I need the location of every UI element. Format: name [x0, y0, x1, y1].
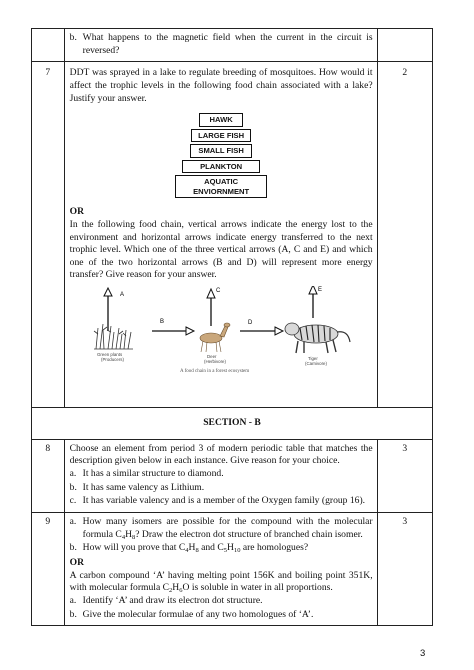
sub-question: [70, 595, 373, 608]
sub-question: [70, 482, 373, 495]
subscript: 10: [233, 547, 241, 555]
organism-name-tiger: Tiger: [307, 356, 318, 362]
question-table: [31, 28, 433, 626]
sub-question-label: b.: [69, 542, 77, 554]
pyramid-level-hawk: HAWK: [199, 113, 243, 126]
marks: 2: [377, 62, 432, 408]
sub-question-text: Give the molecular formulae of any two homologues of ‘A’.: [82, 608, 314, 620]
food-chain-illustration: [70, 286, 370, 404]
sub-question-label: b.: [69, 608, 77, 620]
pyramid-level-plankton: PLANKTON: [182, 160, 260, 173]
text-fragment: How will you prove that C: [82, 542, 186, 554]
sub-question-text: Identify ‘A’ and draw its electron dot structure.: [82, 595, 263, 606]
text-fragment: H: [188, 542, 196, 554]
food-chain-diagram: [70, 286, 370, 404]
subscript: 4: [121, 533, 126, 541]
text-fragment: H: [125, 528, 133, 540]
text-fragment: H: [172, 582, 180, 594]
tiger-icon: [285, 323, 350, 353]
or-label: OR: [69, 557, 85, 569]
arrow-label-e: E: [317, 287, 322, 294]
text-fragment: and C: [198, 542, 224, 554]
section-row: [32, 408, 433, 440]
sub-question-label: a.: [69, 516, 77, 528]
subscript: 8: [132, 533, 136, 541]
table-row: [32, 29, 433, 62]
marks: 3: [377, 439, 432, 512]
sub-question: [70, 542, 373, 555]
deer-icon: [200, 323, 230, 352]
marks: 3: [377, 513, 432, 626]
sub-question-label: b.: [69, 481, 77, 493]
marks-cell: [377, 29, 432, 62]
organism-name-deer: Deer: [206, 354, 217, 360]
sub-question-text: What happens to the magnetic field when the current in the circuit is reversed?: [82, 32, 373, 56]
or-question-text: In the following food chain, vertical arrows indicate the energy lost to the environment and horizontal arrows indicate energy transferred to the next trophic level. Which one of the three vertical arrows (A, C and E) and which one of the two horizontal arrows (B and D) will represent more energy transfer? Give reason for your answer.: [69, 218, 373, 281]
question-number-cell: [32, 29, 65, 62]
sub-question-text: It has same valency as Lithium.: [82, 481, 205, 493]
question-text: Choose an element from period 3 of modern periodic table that matches the description given below in each instance. Give reason for your choice.: [69, 442, 373, 467]
food-pyramid: [70, 113, 373, 200]
subscript: 2: [169, 587, 173, 595]
pyramid-level-small-fish: SMALL FISH: [190, 144, 252, 157]
sub-question: [70, 516, 373, 541]
green-plants-icon: [94, 324, 133, 349]
arrow-a-icon: [104, 288, 112, 331]
text-fragment: A carbon compound ‘A’ having melting point 156K and boiling point 351K, with molecular formula C: [69, 569, 373, 594]
arrow-b-icon: [152, 327, 194, 335]
sub-question-text: It has variable valency and is a member of the Oxygen family (group 16).: [82, 495, 366, 507]
food-chain-caption: A food chain in a forest ecosystem: [179, 369, 249, 375]
sub-question-text: [83, 542, 373, 555]
question-body: [64, 29, 377, 62]
text-fragment: ? Draw the electron dot structure of branched chain isomer.: [135, 528, 363, 540]
question-number: 8: [32, 439, 65, 512]
sub-question: [70, 468, 373, 481]
question-body: [64, 62, 377, 408]
arrow-label-b: B: [159, 319, 164, 326]
sub-question: [70, 609, 373, 622]
question-text: DDT was sprayed in a lake to regulate breeding of mosquitoes. How would it affect the trophic levels in the following food chain associated with a lake? Justify your answer.: [69, 67, 373, 104]
page-number: 3: [420, 648, 426, 659]
question-body: [64, 439, 377, 512]
organism-role-deer: (Herbivore): [203, 359, 226, 365]
organism-name-plants: Green plants: [96, 352, 122, 358]
sub-question-label: b.: [69, 32, 77, 43]
question-body: [64, 513, 377, 626]
arrow-e-icon: [309, 286, 317, 318]
sub-question-text: [83, 516, 373, 541]
arrow-label-c: C: [215, 288, 220, 295]
sub-question: [70, 495, 373, 508]
text-fragment: O: [182, 582, 190, 594]
text-fragment: is soluble in water in all proportions.: [189, 582, 333, 594]
organism-role-plants: (Producers): [100, 357, 124, 363]
or-question-text: [70, 570, 373, 595]
arrow-label-a: A: [119, 292, 124, 299]
pyramid-level-aquatic-environment: AQUATIC ENVIORNMENT: [175, 175, 267, 198]
subscript: 4: [185, 547, 189, 555]
question-number: 9: [32, 513, 65, 626]
table-row: [32, 62, 433, 408]
arrow-label-d: D: [247, 320, 252, 327]
table-row: [32, 439, 433, 512]
arrow-d-icon: [240, 327, 283, 335]
sub-question-label: a.: [69, 468, 77, 480]
sub-question: [70, 32, 373, 57]
table-row: [32, 513, 433, 626]
arrow-c-icon: [207, 289, 215, 326]
sub-question-label: c.: [69, 495, 77, 507]
section-title: SECTION - B: [32, 408, 433, 440]
question-number: 7: [32, 62, 65, 408]
or-label: OR: [69, 206, 85, 218]
organism-role-tiger: (Carnivore): [304, 361, 327, 367]
subscript: 8: [195, 547, 199, 555]
sub-question-text: It has a similar structure to diamond.: [82, 468, 224, 480]
text-fragment: H: [227, 542, 234, 554]
subscript: 5: [223, 547, 227, 555]
pyramid-level-large-fish: LARGE FISH: [191, 129, 251, 142]
sub-question-label: a.: [69, 595, 77, 606]
subscript: 6: [179, 587, 183, 595]
text-fragment: are homologues?: [240, 542, 309, 554]
text-fragment: How many isomers are possible for the compound with the molecular formula C: [82, 516, 373, 540]
